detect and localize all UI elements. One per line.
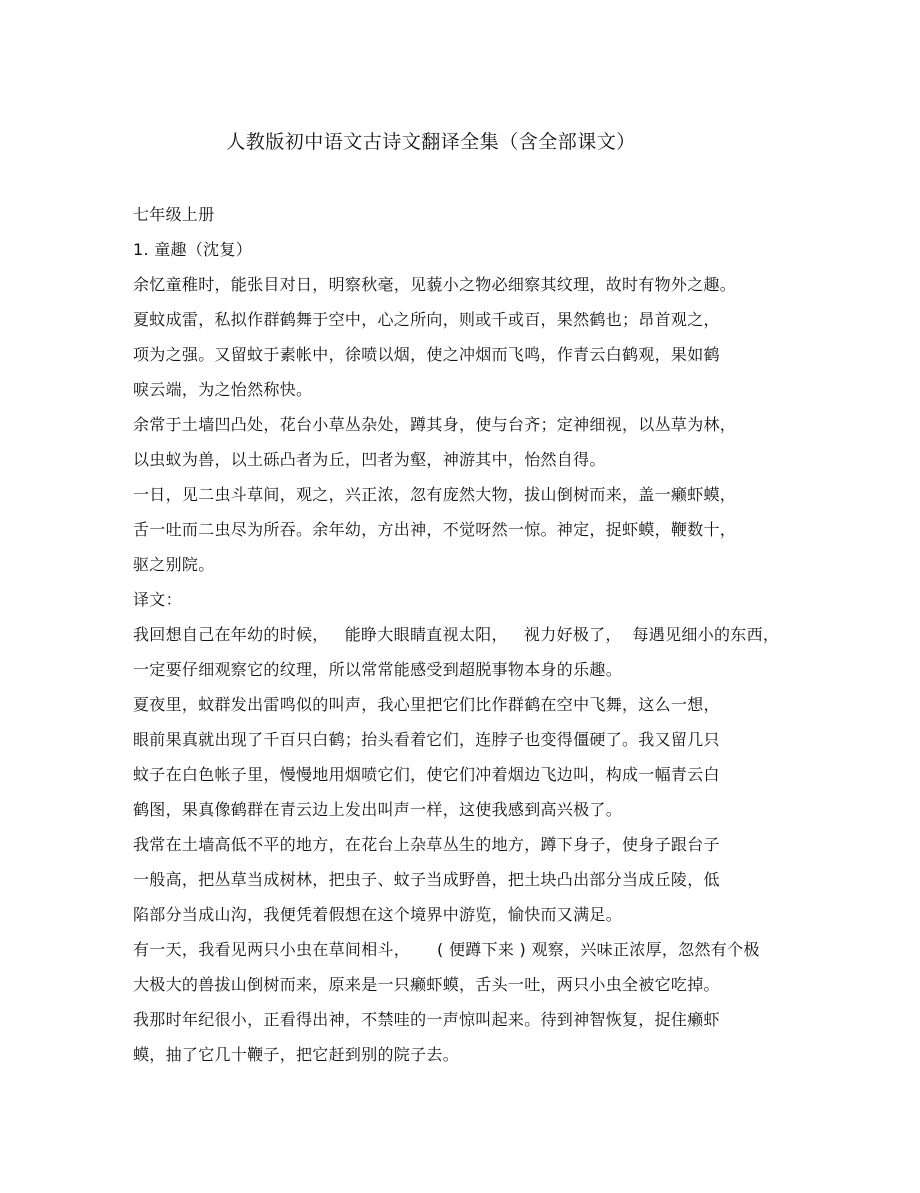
text-line: 夏蚊成雷，私拟作群鹤舞于空中，心之所向，则或千或百，果然鹤也；昂首观之， (133, 310, 720, 329)
text-line: 鹤图，果真像鹤群在青云边上发出叫声一样，这使我感到高兴极了。 (133, 800, 623, 819)
text-line: 我回想自己在年幼的时候， 能睁大眼睛直视太阳， 视力好极了， 每遇见细小的东西， (133, 625, 780, 644)
text-line: 有一天，我看见两只小虫在草间相斗， ( 便蹲下来 ) 观察，兴味正浓厚，忽然有个极 (133, 940, 760, 959)
text-line: 陷部分当成山沟，我便凭着假想在这个境界中游览，愉快而又满足。 (133, 905, 623, 924)
text-line: 夏夜里，蚊群发出雷鸣似的叫声，我心里把它们比作群鹤在空中飞舞，这么一想， (133, 695, 720, 714)
document-title: 人教版初中语文古诗文翻译全集（含全部课文） (226, 131, 636, 153)
text-line: 项为之强。又留蚊于素帐中，徐喷以烟，使之冲烟而飞鸣，作青云白鹤观，果如鹤 (133, 345, 720, 364)
text-line: 余常于土墙凹凸处，花台小草丛杂处，蹲其身，使与台齐；定神细视，以丛草为林， (133, 415, 737, 434)
lesson-heading: 1. 童趣（沈复） (133, 240, 253, 259)
text-line: 译文： (133, 590, 182, 609)
text-line: 驱之别院。 (133, 555, 215, 574)
text-line: 一日，见二虫斗草间，观之，兴正浓，忽有庞然大物，拔山倒树而来，盖一癞虾蟆， (133, 485, 737, 504)
text-line: 我那时年纪很小，正看得出神，不禁哇的一声惊叫起来。待到神智恢复，捉住癞虾 (133, 1010, 720, 1029)
text-line: 余忆童稚时，能张目对日，明察秋毫，见藐小之物必细察其纹理，故时有物外之趣。 (133, 275, 737, 294)
document-body (133, 202, 813, 1077)
text-line: 蟆，抽了它几十鞭子，把它赶到别的院子去。 (133, 1045, 460, 1064)
text-line: 蚊子在白色帐子里，慢慢地用烟喷它们，使它们冲着烟边飞边叫，构成一幅青云白 (133, 765, 720, 784)
text-line: 大极大的兽拔山倒树而来，原来是一只癞虾蟆，舌头一吐，两只小虫全被它吃掉。 (133, 975, 720, 994)
text-line: 舌一吐而二虫尽为所吞。余年幼，方出神，不觉呀然一惊。神定，捉虾蟆，鞭数十， (133, 520, 737, 539)
text-line: 眼前果真就出现了千百只白鹤；抬头看着它们，连脖子也变得僵硬了。我又留几只 (133, 730, 720, 749)
text-line: 以虫蚁为兽，以土砾凸者为丘，凹者为壑，神游其中，怡然自得。 (133, 450, 606, 469)
text-line: 一定要仔细观察它的纹理，所以常常能感受到超脱事物本身的乐趣。 (133, 660, 623, 679)
text-line: 唳云端，为之怡然称快。 (133, 380, 313, 399)
section-heading: 七年级上册 (133, 205, 215, 224)
text-line: 我常在土墙高低不平的地方，在花台上杂草丛生的地方，蹲下身子，使身子跟台子 (133, 835, 720, 854)
text-line: 一般高，把丛草当成树林，把虫子、蚊子当成野兽，把土块凸出部分当成丘陵，低 (133, 870, 720, 889)
